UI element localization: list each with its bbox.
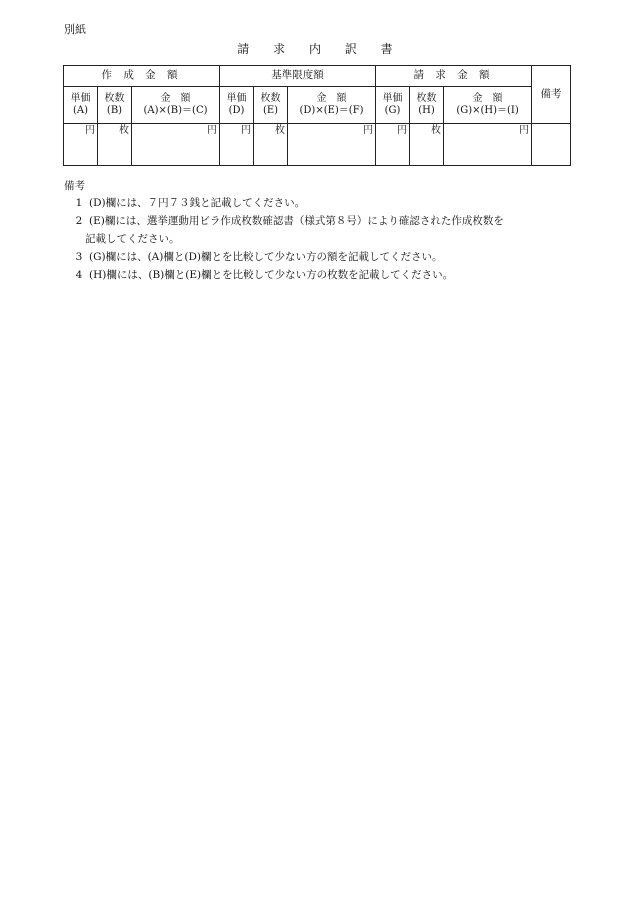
- title-char: 内: [308, 42, 321, 56]
- note-number: 1: [75, 197, 83, 209]
- title-char: 請: [237, 42, 250, 56]
- note-text-continued: 記載してください。: [85, 233, 180, 245]
- entry-cell-h[interactable]: 枚: [410, 124, 444, 166]
- subheader-amount-i: 金 額 (G)×(H)＝(I): [444, 87, 532, 124]
- remarks-header: 備考: [532, 66, 571, 124]
- title-char: 書: [380, 42, 393, 56]
- subheader-amount-c: 金 額 (A)×(B)＝(C): [132, 87, 220, 124]
- document-title: [0, 40, 630, 57]
- subheader-unit-price-d: 単価 (D): [220, 87, 254, 124]
- group-header-standard-limit: 基準限度額: [220, 66, 376, 87]
- note-text: (D)欄には、７円７３銭と記載してください。: [89, 197, 306, 209]
- entry-cell-remarks[interactable]: [532, 124, 571, 166]
- entry-cell-f[interactable]: 円: [288, 124, 376, 166]
- subheader-quantity-e: 枚数 (E): [254, 87, 288, 124]
- note-item: [64, 248, 570, 266]
- note-number: 4: [75, 269, 83, 281]
- note-text: (G)欄には、(A)欄と(D)欄とを比較して少ない方の額を記載してください。: [89, 251, 443, 263]
- claim-breakdown-table: [63, 65, 571, 166]
- note-number: 2: [75, 215, 83, 227]
- entry-cell-e[interactable]: 枚: [254, 124, 288, 166]
- subheader-unit-price-g: 単価 (G): [376, 87, 410, 124]
- note-item: [64, 194, 570, 212]
- note-number: 3: [75, 251, 83, 263]
- notes-list: [64, 194, 570, 284]
- subheader-unit-price-a: 単価 (A): [64, 87, 98, 124]
- subheader-amount-f: 金 額 (D)×(E)＝(F): [288, 87, 376, 124]
- subheader-quantity-b: 枚数 (B): [98, 87, 132, 124]
- group-header-production-amount: 作 成 金 額: [64, 66, 220, 87]
- entry-cell-i[interactable]: 円: [444, 124, 532, 166]
- entry-cell-g[interactable]: 円: [376, 124, 410, 166]
- entry-cell-d[interactable]: 円: [220, 124, 254, 166]
- note-item: [64, 212, 570, 248]
- note-text: (H)欄には、(B)欄と(E)欄とを比較して少ない方の枚数を記載してください。: [89, 269, 454, 281]
- note-item: [64, 266, 570, 284]
- title-char: 訳: [344, 42, 357, 56]
- note-text: (E)欄には、選挙運動用ビラ作成枚数確認書（様式第８号）により確認された作成枚数を: [89, 215, 504, 227]
- entry-cell-c[interactable]: 円: [132, 124, 220, 166]
- title-char: 求: [273, 42, 286, 56]
- group-header-claim-amount: 請 求 金 額: [376, 66, 532, 87]
- notes-heading: 備考: [64, 180, 85, 192]
- subheader-quantity-h: 枚数 (H): [410, 87, 444, 124]
- sheet-label: 別紙: [64, 23, 86, 36]
- entry-cell-b[interactable]: 枚: [98, 124, 132, 166]
- entry-cell-a[interactable]: 円: [64, 124, 98, 166]
